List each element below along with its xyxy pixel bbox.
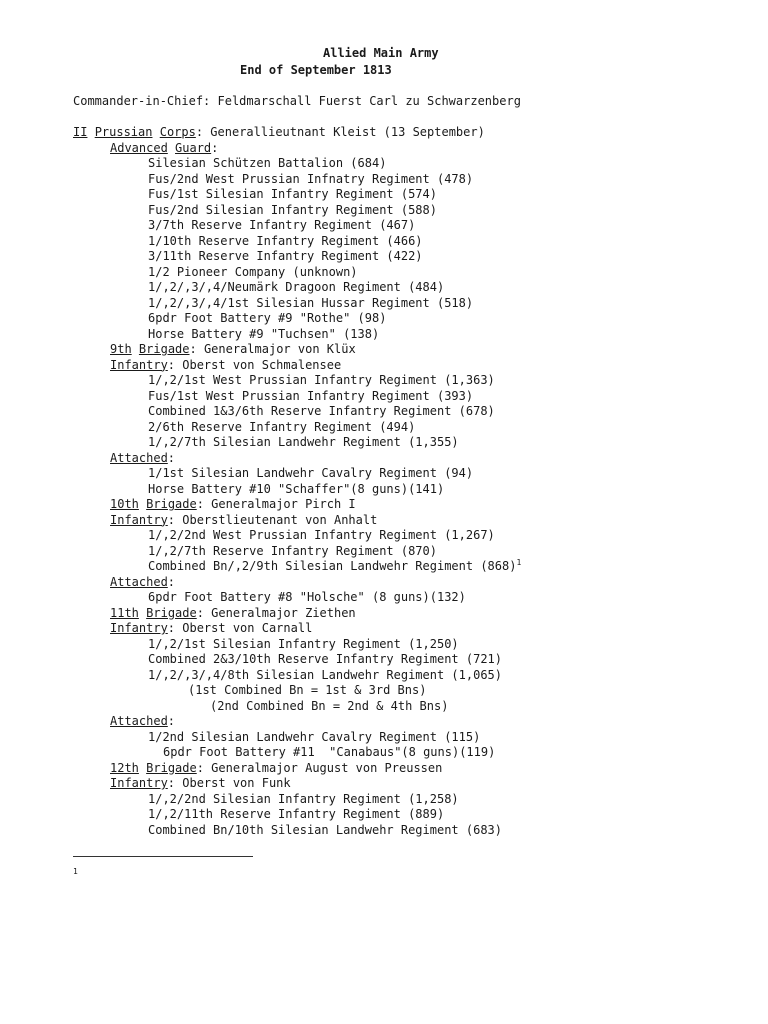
brigade-9-commander: : Generalmajor von Klüx [189,342,356,356]
brigade-12-word: Brigade [146,760,197,775]
brigade-11-commander: : Generalmajor Ziethen [196,605,356,620]
brigade-11-attached-heading [73,714,753,730]
corps-word-3: Corps [159,125,196,139]
brigade-10-infantry-heading [73,513,753,529]
unit-line: 6pdr Foot Battery #8 "Holsche" (8 guns)(132) [148,590,466,604]
brigade-12-number: 12th [110,760,139,775]
unit-line: Combined 1&3/6th Reserve Infantry Regiment (678) [148,404,495,418]
brigade-11-infantry-heading [73,621,753,637]
unit-line: 1/,2/1st West Prussian Infantry Regiment (1,363) [148,373,495,387]
unit-line: 1/2nd Silesian Landwehr Cavalry Regiment (115) [148,729,481,744]
corps-commander: : Generallieutnant Kleist (13 September) [195,125,485,139]
footnote-number: 1 [73,867,78,876]
attached-label: Attached [110,714,168,728]
attached-label: Attached [110,450,168,465]
infantry-commander: : Oberstlieutenant von Anhalt [167,512,378,527]
unit-line: Fus/2nd West Prussian Infnatry Regiment (478) [148,171,474,186]
brigade-11-heading [73,606,753,622]
unit-line: 1/,2/7th Silesian Landwehr Regiment (1,355) [148,435,459,449]
unit-line: 6pdr Foot Battery #9 "Rothe" (98) [148,311,387,325]
unit-line: Combined Bn/10th Silesian Landwehr Regiment (683) [148,822,503,837]
brigade-10-word: Brigade [146,497,197,511]
guard-word: Guard [175,140,212,155]
corps-heading [73,125,753,141]
infantry-commander: : Oberst von Funk [167,776,291,790]
battalion-note: (2nd Combined Bn = 2nd & 4th Bns) [210,698,449,713]
attached-label: Attached [110,574,168,589]
attached-colon: : [167,574,176,589]
attached-colon: : [167,714,176,728]
unit-line: 1/,2/,3/,4/1st Silesian Hussar Regiment (518) [148,295,474,310]
infantry-label: Infantry [110,621,168,635]
brigade-12-commander: : Generalmajor August von Preussen [196,760,443,775]
unit-line: 1/,2/2nd West Prussian Infantry Regiment (1,267) [148,528,495,542]
unit-line: 1/,2/7th Reserve Infantry Regiment (870) [148,543,437,558]
infantry-label: Infantry [110,512,168,527]
unit-line: 2/6th Reserve Infantry Regiment (494) [148,419,416,434]
order-of-battle [73,94,753,838]
footnote-reference[interactable]: 1 [516,558,522,567]
advanced-guard-heading [73,141,753,157]
footnote-separator [73,856,253,857]
infantry-label: Infantry [110,357,168,372]
title-line-2: End of September 1813 [240,63,392,77]
unit-line: 1/,2/,3/,4/Neumärk Dragoon Regiment (484) [148,280,445,294]
unit-line: 1/10th Reserve Infantry Regiment (466) [148,233,423,248]
brigade-12-infantry-heading [73,776,753,792]
infantry-commander: : Oberst von Schmalensee [167,357,342,372]
unit-line: Silesian Schützen Battalion (684) [148,156,387,170]
unit-line: Fus/2nd Silesian Infantry Regiment (588) [148,202,437,217]
unit-line: 1/2 Pioneer Company (unknown) [148,264,358,279]
attached-colon: : [167,450,176,465]
unit-line: Fus/1st Silesian Infantry Regiment (574) [148,187,437,201]
brigade-11-word: Brigade [146,605,197,620]
unit-line: 1/,2/,3/,4/8th Silesian Landwehr Regiment (1,065) [148,667,503,682]
unit-line: 1/,2/11th Reserve Infantry Regiment (889) [148,807,445,821]
advanced-word: Advanced [110,140,168,155]
unit-line: 1/,2/1st Silesian Infantry Regiment (1,250) [148,636,459,651]
corps-word-1: II [73,125,88,139]
unit-line: 3/7th Reserve Infantry Regiment (467) [148,218,416,232]
brigade-9-heading [73,342,753,358]
unit-line: Combined 2&3/10th Reserve Infantry Regiment (721) [148,652,503,666]
brigade-10-number: 10th [110,497,139,511]
brigade-9-number: 9th [110,342,132,356]
brigade-12-heading [73,761,753,777]
brigade-10-heading [73,497,753,513]
brigade-10-attached-heading [73,575,753,591]
unit-line: 3/11th Reserve Infantry Regiment (422) [148,249,423,263]
title-line-1: Allied Main Army [323,46,439,60]
unit-line: Horse Battery #10 "Schaffer"(8 guns)(141) [148,481,445,496]
unit-line: 6pdr Foot Battery #11 "Canabaus"(8 guns)(119) [163,745,496,759]
corps-word-2: Prussian [94,125,153,139]
brigade-9-word: Brigade [138,342,190,356]
unit-line-with-footnote [73,559,753,575]
advanced-guard-colon: : [211,140,219,155]
brigade-9-attached-heading [73,451,753,467]
unit-line: 1/1st Silesian Landwehr Cavalry Regiment (94) [148,466,474,480]
infantry-commander: : Oberst von Carnall [167,621,313,635]
unit-line: 1/,2/2nd Silesian Infantry Regiment (1,258) [148,791,459,806]
brigade-11-number: 11th [110,605,139,620]
brigade-10-commander: : Generalmajor Pirch I [196,497,356,511]
brigade-9-infantry-heading [73,358,753,374]
unit-line: Horse Battery #9 "Tuchsen" (138) [148,326,380,341]
commander-line: Commander-in-Chief: Feldmarschall Fuerst Carl zu Schwarzenberg [73,94,521,108]
combined-bn-text: Combined Bn/,2/9th Silesian Landwehr Regiment (868) [148,559,517,573]
infantry-label: Infantry [110,776,168,790]
unit-line: Fus/1st West Prussian Infantry Regiment (393) [148,388,474,403]
battalion-note: (1st Combined Bn = 1st & 3rd Bns) [188,683,427,697]
